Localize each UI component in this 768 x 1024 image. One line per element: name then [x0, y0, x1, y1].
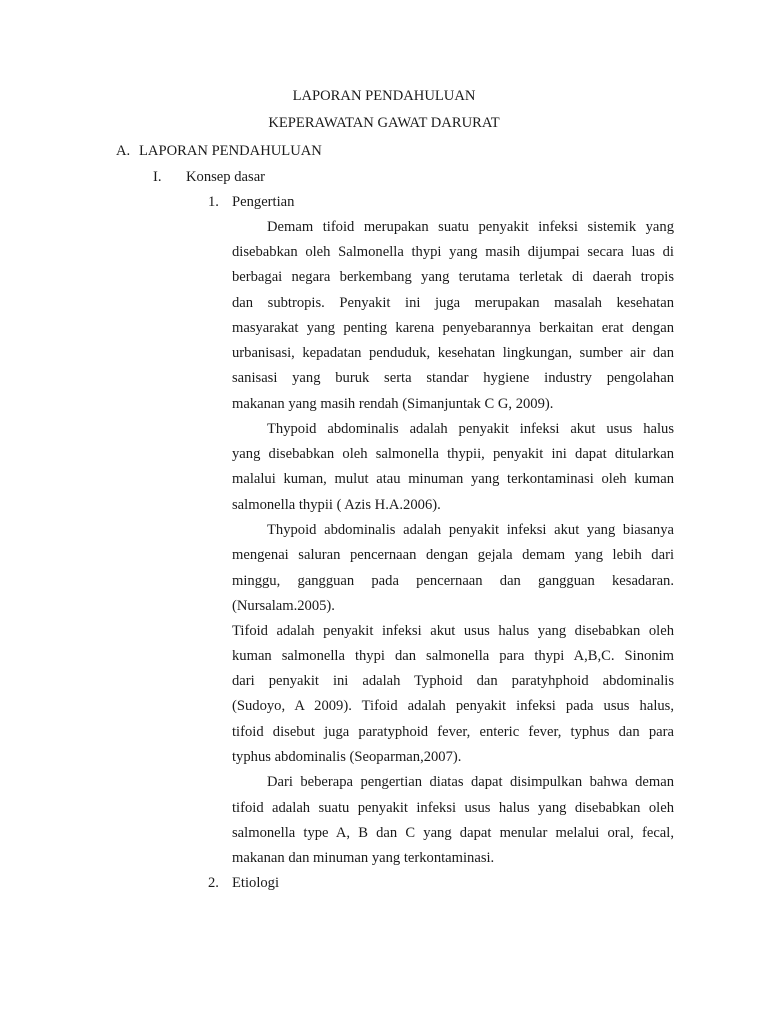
title-laporan-pendahuluan: LAPORAN PENDAHULUAN: [292, 88, 476, 104]
text-line: kuman salmonella thypi dan salmonella para thypi A,B,C. Sinonim: [232, 648, 674, 664]
text-line: urbanisasi, kepadatan penduduk, kesehatan lingkungan, sumber air dan: [232, 345, 674, 361]
text-line: yang disebabkan oleh salmonella thypii, penyakit ini dapat ditularkan: [232, 446, 674, 462]
item-2-marker: 2.: [208, 875, 219, 891]
item-1-heading: Pengertian: [232, 194, 295, 210]
text-line: salmonella thypii ( Azis H.A.2006).: [232, 497, 441, 513]
text-line: tifoid disebut juga paratyphoid fever, enteric fever, typhus dan para: [232, 724, 674, 740]
text-line: salmonella type A, B dan C yang dapat menular melalui oral, fecal,: [232, 825, 674, 841]
item-2-heading: Etiologi: [232, 875, 280, 891]
text-line: typhus abdominalis (Seoparman,2007).: [232, 749, 462, 765]
section-a-heading: LAPORAN PENDAHULUAN: [139, 143, 322, 159]
text-line: Thypoid abdominalis adalah penyakit infeksi akut usus halus: [267, 421, 674, 437]
text-line: minggu, gangguan pada pencernaan dan gangguan kesadaran.: [232, 573, 674, 589]
text-line: dan subtropis. Penyakit ini juga merupakan masalah kesehatan: [232, 295, 674, 311]
text-line: Dari beberapa pengertian diatas dapat disimpulkan bahwa deman: [267, 774, 674, 790]
title-keperawatan-gawat-darurat: KEPERAWATAN GAWAT DARURAT: [268, 115, 500, 131]
text-line: malalui kuman, mulut atau minuman yang terkontaminasi oleh kuman: [232, 471, 674, 487]
text-line: dari penyakit ini adalah Typhoid dan paratyhphoid abdominalis: [232, 673, 674, 689]
section-i-heading: Konsep dasar: [186, 169, 266, 185]
text-line: Tifoid adalah penyakit infeksi akut usus halus yang disebabkan oleh: [232, 623, 674, 639]
text-line: makanan yang masih rendah (Simanjuntak C G, 2009).: [232, 396, 554, 412]
text-line: Demam tifoid merupakan suatu penyakit infeksi sistemik yang: [267, 219, 674, 235]
text-line: mengenai saluran pencernaan dengan gejala demam yang lebih dari: [232, 547, 674, 563]
text-line: (Sudoyo, A 2009). Tifoid adalah penyakit infeksi pada usus halus,: [232, 698, 674, 714]
section-i-marker: I.: [153, 169, 162, 185]
text-line: masyarakat yang penting karena penyebarannya berkaitan erat dengan: [232, 320, 674, 336]
text-line: (Nursalam.2005).: [232, 598, 335, 614]
text-line: makanan dan minuman yang terkontaminasi.: [232, 850, 495, 866]
text-line: sanisasi yang buruk serta standar hygiene industry pengolahan: [232, 370, 674, 386]
text-line: Thypoid abdominalis adalah penyakit infeksi akut yang biasanya: [267, 522, 674, 538]
text-line: disebabkan oleh Salmonella thypi yang masih dijumpai secara luas di: [232, 244, 674, 260]
item-1-marker: 1.: [208, 194, 219, 210]
text-line: berbagai negara berkembang yang terutama terletak di daerah tropis: [232, 269, 674, 285]
section-a-marker: A.: [116, 143, 131, 159]
text-line: tifoid adalah suatu penyakit infeksi usus halus yang disebabkan oleh: [232, 800, 674, 816]
